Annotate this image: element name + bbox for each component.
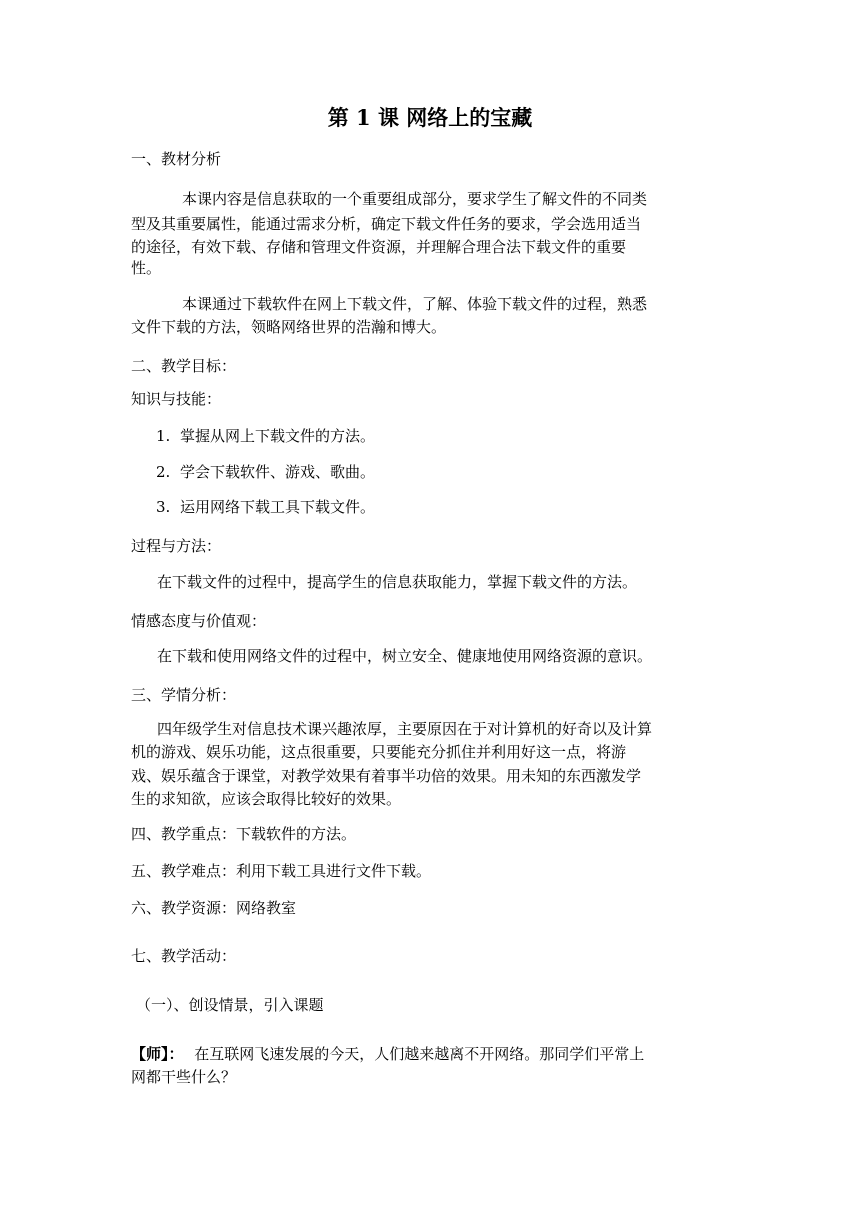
list-number: 3. bbox=[156, 498, 171, 516]
list-item bbox=[156, 495, 375, 519]
list-text: 运用网络下载工具下载文件。 bbox=[180, 498, 376, 516]
section-heading-2: 二、教学目标： bbox=[131, 357, 237, 375]
section-heading-1: 一、教材分析 bbox=[131, 150, 222, 168]
teacher-text-continued: 网都干些什么？ bbox=[131, 1068, 237, 1086]
section-heading-4: 四、教学重点：下载软件的方法。 bbox=[131, 825, 357, 843]
section-heading-5: 五、教学难点：利用下载工具进行文件下载。 bbox=[131, 862, 432, 880]
list-number: 1. bbox=[156, 427, 171, 445]
teacher-line bbox=[131, 1042, 644, 1066]
list-item bbox=[156, 424, 375, 448]
paragraph-line: 文件下载的方法，领略网络世界的浩瀚和博大。 bbox=[131, 318, 447, 336]
process-text: 在下载文件的过程中，提高学生的信息获取能力，掌握下载文件的方法。 bbox=[157, 573, 638, 591]
section-heading-7: 七、教学活动： bbox=[131, 947, 237, 965]
list-text: 掌握从网上下载文件的方法。 bbox=[180, 427, 376, 445]
list-item bbox=[156, 460, 375, 484]
list-number: 2. bbox=[156, 463, 171, 481]
teacher-label: 【师】： bbox=[131, 1045, 184, 1063]
paragraph-line: 性。 bbox=[131, 259, 162, 277]
paragraph-line: 型及其重要属性，能通过需求分析，确定下载文件任务的要求，学会选用适当 bbox=[131, 215, 642, 233]
section-heading-3: 三、学情分析： bbox=[131, 686, 237, 704]
teacher-text: 在互联网飞速发展的今天，人们越来越离不开网络。那同学们平常上 bbox=[194, 1045, 645, 1063]
emotion-text: 在下载和使用网络文件的过程中，树立安全、健康地使用网络资源的意识。 bbox=[157, 647, 653, 665]
section-heading-6: 六、教学资源：网络教室 bbox=[131, 899, 297, 917]
subheading-process: 过程与方法： bbox=[131, 537, 222, 555]
subsection-heading: （一）、创设情景，引入课题 bbox=[136, 996, 324, 1014]
paragraph-line: 四年级学生对信息技术课兴趣浓厚，主要原因在于对计算机的好奇以及计算 bbox=[157, 720, 653, 738]
lesson-title: 第 1 课 网络上的宝藏 bbox=[327, 105, 533, 130]
list-text: 学会下载软件、游戏、歌曲。 bbox=[180, 463, 376, 481]
paragraph-line: 本课通过下载软件在网上下载文件，了解、体验下载文件的过程，熟悉 bbox=[182, 295, 648, 313]
paragraph-line: 的途径，有效下载、存储和管理文件资源，并理解合理合法下载文件的重要 bbox=[131, 238, 627, 256]
paragraph-line: 生的求知欲，应该会取得比较好的效果。 bbox=[131, 790, 402, 808]
subheading-emotion: 情感态度与价值观： bbox=[131, 612, 267, 630]
paragraph-line: 机的游戏、娱乐功能，这点很重要，只要能充分抓住并利用好这一点，将游 bbox=[131, 743, 627, 761]
paragraph-line: 本课内容是信息获取的一个重要组成部分，要求学生了解文件的不同类 bbox=[182, 190, 648, 208]
subheading-knowledge: 知识与技能： bbox=[131, 390, 222, 408]
paragraph-line: 戏、娱乐蕴含于课堂，对教学效果有着事半功倍的效果。用未知的东西激发学 bbox=[131, 767, 642, 785]
